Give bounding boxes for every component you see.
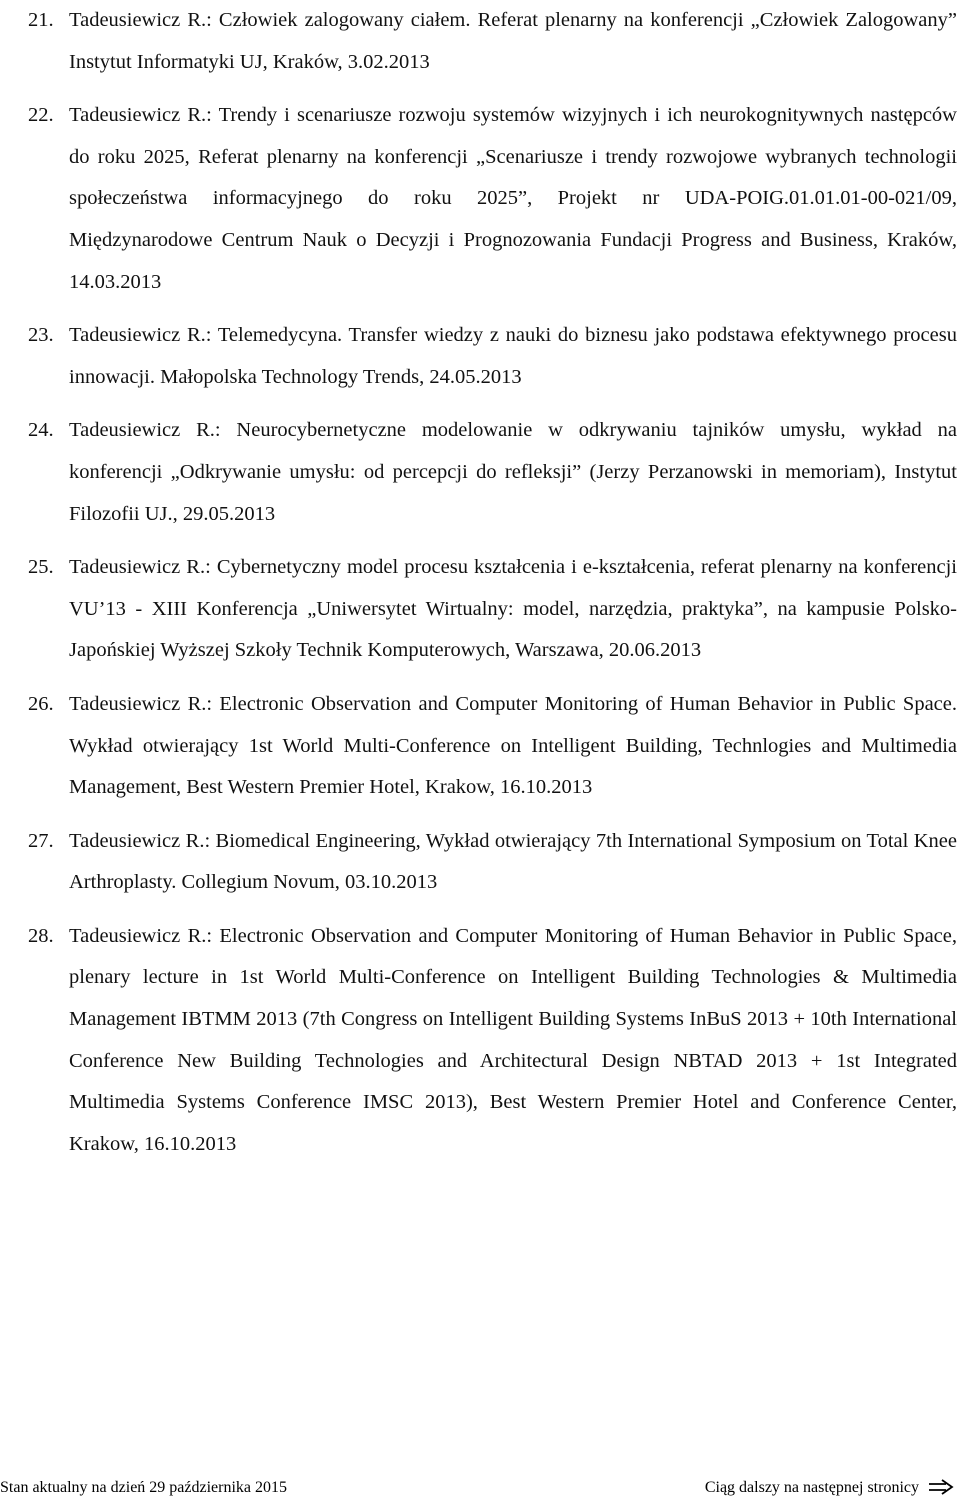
entry-number: 28. [28,924,54,947]
double-right-arrow-icon [928,1479,954,1495]
entry-text: Tadeusiewicz R.: Biomedical Engineering, Wykład otwierający 7th International Symposium on Total Knee Arthroplasty. Collegium Novum, 03.10.2013 [69,829,957,894]
entry-number: 22. [28,104,54,127]
entry-text: Tadeusiewicz R.: Electronic Observation and Computer Monitoring of Human Behavior in Public Space. Wykład otwierający 1st World Multi-Conference on Intelligent Building, Technlogies and Multimedia Management, Best Western Premier Hotel, Krakow, 16.10.2013 [69,692,957,799]
entry-text: Tadeusiewicz R.: Cybernetyczny model procesu kształcenia i e-kształcenia, referat plenarny na konferencji VU’13 - XIII Konferencja „Uniwersytet Wirtualny: model, narzędzia, praktyka”, na kampusie Polsko-Japońskiej Wyższej Szkoły Technik Komputerowych, Warszawa, 20.06.2013 [69,556,957,662]
entry-text: Tadeusiewicz R.: Trendy i scenariusze rozwoju systemów wizyjnych i ich neurokognitywnych następców do roku 2025, Referat plenarny na konferencji „Scenariusze i trendy rozwojowe wybranych technologii społeczeństwa informacyjnego do roku 2025”, Projekt nr UDA-POIG.01.01.01-00-021/09, Międzynarodowe Centrum Nauk o Decyzji i Prognozowania Fundacji Progress and Business, Kraków, 14.03.2013 [69,104,957,293]
list-item [0,315,960,398]
list-item [0,684,960,809]
list-item [0,0,960,83]
list-item [0,95,960,303]
entry-number: 21. [28,9,54,31]
list-item [0,821,960,904]
entry-number: 24. [28,419,54,442]
entry-text: Tadeusiewicz R.: Electronic Observation and Computer Monitoring of Human Behavior in Public Space, plenary lecture in 1st World Multi-Conference on Intelligent Building Technologies & Multimedia Management IBTMM 2013 (7th Congress on Intelligent Building Systems InBuS 2013 + 10th International Conference New Building Technologies and Architectural Design NBTAD 2013 + 1st Integrated Multimedia Systems Conference IMSC 2013), Best Western Premier Hotel and Conference Center, Krakow, 16.10.2013 [69,924,957,1155]
entry-text: Tadeusiewicz R.: Człowiek zalogowany ciałem. Referat plenarny na konferencji „Człowiek Zalogowany” Instytut Informatyki UJ, Kraków, 3.02.2013 [69,9,957,73]
footer-continued [705,1476,954,1500]
page-footer [0,1476,960,1500]
entry-number: 25. [28,556,54,579]
entry-text: Tadeusiewicz R.: Telemedycyna. Transfer wiedzy z nauki do biznesu jako podstawa efektywnego procesu innowacji. Małopolska Technology Trends, 24.05.2013 [69,324,957,388]
entry-text: Tadeusiewicz R.: Neurocybernetyczne modelowanie w odkrywaniu tajników umysłu, wykład na konferencji „Odkrywanie umysłu: od percepcji do refleksji” (Jerzy Perzanowski in memoriam), Instytut Filozofii UJ., 29.05.2013 [69,419,957,525]
list-item [0,547,960,672]
list-item [0,916,960,1166]
entry-number: 26. [28,692,54,715]
footer-status-date: Stan aktualny na dzień 29 października 2015 [0,1479,288,1496]
list-item [0,410,960,535]
footer-continued-text: Ciąg dalszy na następnej stronicy [704,1479,919,1496]
entry-number: 27. [28,829,54,852]
entry-number: 23. [28,324,54,347]
